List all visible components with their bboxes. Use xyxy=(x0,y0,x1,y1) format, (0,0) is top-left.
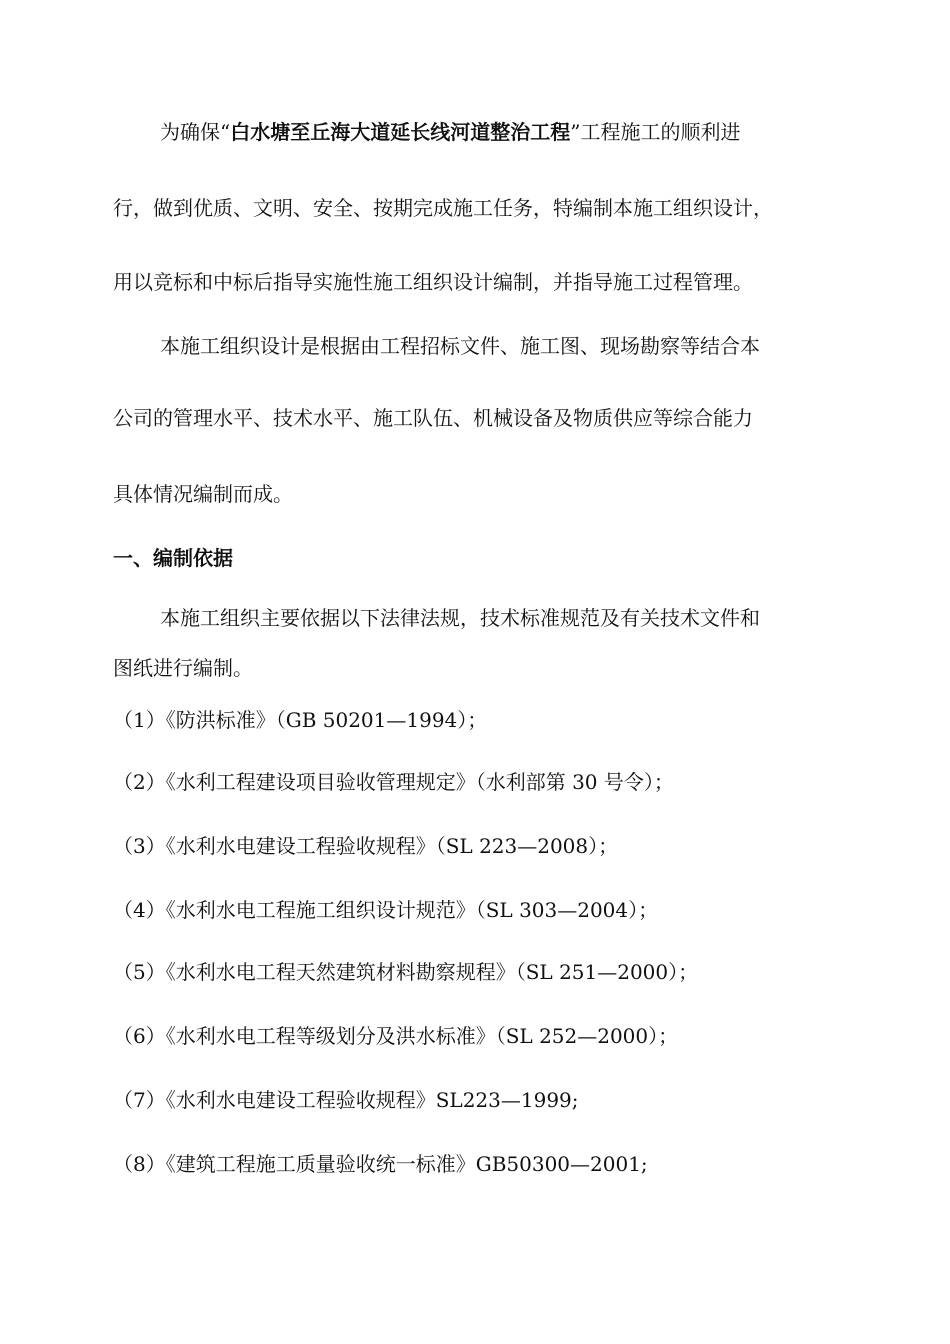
list-item: （1）《防洪标准》（GB 50201—1994）； xyxy=(113,708,488,732)
list-item: （4）《水利水电工程施工组织设计规范》（SL 303—2004）； xyxy=(113,898,659,922)
project-name: 白水塘至丘海大道延长线河道整治工程 xyxy=(230,120,571,144)
intro-paragraph-1-line-3: 用以竞标和中标后指导实施性施工组织设计编制，并指导施工过程管理。 xyxy=(113,270,753,294)
section-paragraph-line-2: 图纸进行编制。 xyxy=(113,656,253,680)
list-item: （3）《水利水电建设工程验收规程》（SL 223—2008）； xyxy=(113,834,619,858)
intro-paragraph-2-line-1: 本施工组织设计是根据由工程招标文件、施工图、现场勘察等结合本 xyxy=(160,334,760,358)
list-item: （2）《水利工程建设项目验收管理规定》（水利部第 30 号令）； xyxy=(113,770,674,794)
intro-prefix: 为确保“ xyxy=(160,120,231,144)
intro-paragraph-2-line-3: 具体情况编制而成。 xyxy=(113,482,293,506)
list-item: （8）《建筑工程施工质量验收统一标准》GB50300—2001; xyxy=(113,1152,648,1176)
intro-suffix: ”工程施工的顺利进 xyxy=(570,120,741,144)
section-heading: 一、编制依据 xyxy=(113,546,233,570)
list-item: （6）《水利水电工程等级划分及洪水标准》（SL 252—2000）； xyxy=(113,1024,679,1048)
intro-paragraph-2-line-2: 公司的管理水平、技术水平、施工队伍、机械设备及物质供应等综合能力 xyxy=(113,406,753,430)
list-item: （7）《水利水电建设工程验收规程》SL223—1999; xyxy=(113,1088,579,1112)
intro-paragraph-1-line-1 xyxy=(160,118,900,146)
section-paragraph-line-1: 本施工组织主要依据以下法律法规，技术标准规范及有关技术文件和 xyxy=(160,606,760,630)
list-item: （5）《水利水电工程天然建筑材料勘察规程》（SL 251—2000）； xyxy=(113,960,699,984)
intro-paragraph-1-line-2: 行，做到优质、文明、安全、按期完成施工任务，特编制本施工组织设计， xyxy=(113,196,773,220)
